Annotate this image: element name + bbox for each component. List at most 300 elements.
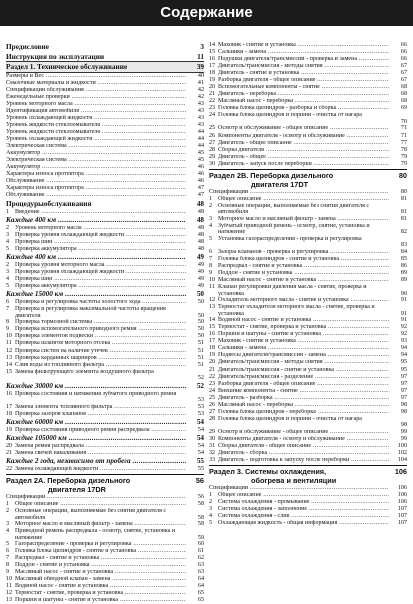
toc-entry-page: 86 xyxy=(391,263,407,270)
toc-entry-page: 79 xyxy=(391,161,407,168)
toc-entry-number: 31 xyxy=(209,442,216,449)
toc-entry-page: 47 xyxy=(188,185,204,192)
toc-entry[interactable] xyxy=(6,369,204,382)
toc-entry-number: 1 xyxy=(209,195,213,202)
toc-entry-number: 17 xyxy=(209,338,216,345)
toc-entry-number: 27 xyxy=(209,139,216,146)
toc-entry-number: 12 xyxy=(6,590,13,597)
toc-entry[interactable] xyxy=(209,112,407,125)
toc-entry[interactable] xyxy=(6,157,204,164)
toc-entry-number: 19 xyxy=(209,352,216,359)
toc-entry-page: 107 xyxy=(391,513,407,520)
toc-entry[interactable] xyxy=(209,492,407,499)
toc-entry[interactable] xyxy=(6,427,204,434)
toc-entry[interactable] xyxy=(209,304,407,317)
toc-entry-page: 54 xyxy=(188,427,204,434)
toc-entry[interactable] xyxy=(209,161,407,168)
toc-entry-title: Головка блока цилиндров - разборка и сборка ..... xyxy=(218,105,389,112)
toc-entry-title: Водяной насос - снятие и установка ..... xyxy=(218,317,389,324)
toc-entry-page: 49 xyxy=(188,262,204,269)
toc-entry[interactable] xyxy=(209,216,407,223)
toc-entry-page: 63 xyxy=(188,562,204,569)
toc-entry[interactable] xyxy=(6,178,204,185)
toc-entry[interactable] xyxy=(6,521,204,528)
toc-entry-number: 1 xyxy=(209,492,213,499)
toc-entry-page: 68 xyxy=(391,98,407,105)
toc-entry-page: 84 xyxy=(391,249,407,256)
toc-entry[interactable] xyxy=(6,143,204,150)
toc-entry[interactable] xyxy=(209,297,407,304)
toc-entry[interactable] xyxy=(209,98,407,105)
toc-entry-page: 81 xyxy=(391,216,407,223)
toc-entry-number: 30 xyxy=(209,435,216,442)
toc-entry[interactable] xyxy=(6,192,204,199)
toc-entry-title: Основные операции, выполняемые без снятия двигателя с автомобиля xyxy=(218,202,370,216)
toc-entry-title: Сальники - замена ..... xyxy=(218,345,389,352)
toc-entry-title: Термостат - снятие, проверка и установка ..... xyxy=(218,324,389,331)
toc-entry[interactable] xyxy=(6,541,204,548)
toc-entry-title: Проверка систем на наличие утечек ..... xyxy=(15,348,186,355)
toc-entry[interactable] xyxy=(209,196,407,203)
toc-entry[interactable] xyxy=(6,548,204,555)
toc-entry-title: Сальники - замена ..... xyxy=(218,49,389,56)
toc-entry-page: 55 xyxy=(188,466,204,473)
toc-entry-title: Предисловие xyxy=(6,42,49,51)
toc-entry[interactable] xyxy=(209,317,407,324)
toc-entry[interactable] xyxy=(6,239,204,246)
toc-entry-page: 107 xyxy=(391,520,407,527)
toc-entry[interactable] xyxy=(209,270,407,277)
toc-entry-page: 51 xyxy=(188,362,204,369)
toc-entry[interactable] xyxy=(209,42,407,49)
toc-entry-number: 5 xyxy=(209,235,213,242)
toc-entry-page: 53 xyxy=(188,397,204,404)
toc-entry[interactable] xyxy=(6,583,204,590)
toc-entry[interactable] xyxy=(6,42,204,52)
toc-entry-title: Уровень охлаждающей жидкости ..... xyxy=(6,136,186,143)
toc-entry[interactable] xyxy=(209,263,407,270)
toc-entry[interactable] xyxy=(209,520,407,527)
toc-entry[interactable] xyxy=(6,355,204,362)
toc-entry-title: Система охлаждения - слив ..... xyxy=(218,513,389,520)
toc-entry-number: 3 xyxy=(209,506,213,513)
toc-entry[interactable] xyxy=(209,249,407,256)
toc-entry[interactable] xyxy=(209,359,407,366)
toc-entry-page: 50 xyxy=(188,313,204,320)
toc-entry-number: 10 xyxy=(6,333,13,340)
toc-entry[interactable] xyxy=(6,80,204,87)
toc-entry-number: 11 xyxy=(6,340,12,347)
toc-entry-number: 16 xyxy=(6,390,13,397)
toc-entry[interactable] xyxy=(6,391,204,404)
toc-entry[interactable] xyxy=(6,108,204,115)
toc-entry[interactable] xyxy=(209,338,407,345)
toc-entry[interactable] xyxy=(209,154,407,161)
toc-entry[interactable] xyxy=(209,388,407,395)
toc-entry[interactable] xyxy=(6,209,204,216)
toc-entry[interactable] xyxy=(6,382,204,391)
toc-entry[interactable] xyxy=(6,246,204,253)
toc-entry[interactable] xyxy=(209,77,407,84)
toc-entry[interactable] xyxy=(6,443,204,450)
toc-entry-title: Осмотр и обслуживание - общее описание ..... xyxy=(218,429,389,436)
toc-entry[interactable] xyxy=(209,485,407,492)
toc-entry[interactable] xyxy=(6,136,204,143)
toc-entry-page: 82 xyxy=(391,229,407,236)
toc-entry-title: Головка блока цилиндров и поршни - очистка от нагара xyxy=(218,112,363,119)
toc-entry-number: 20 xyxy=(209,359,216,366)
toc-entry-number: 14 xyxy=(6,361,13,368)
toc-entry-title: Проверка уровня охлаждающей жидкости ..... xyxy=(15,269,186,276)
toc-entry-title: Моторное масло и масляный фильтр - замена ..... xyxy=(15,521,186,528)
toc-entry[interactable] xyxy=(6,269,204,276)
toc-entry[interactable] xyxy=(209,133,407,140)
toc-entry[interactable] xyxy=(209,277,407,284)
toc-entry-page: 68 xyxy=(391,84,407,91)
toc-entry[interactable] xyxy=(6,290,204,299)
toc-entry[interactable] xyxy=(6,61,204,73)
toc-entry[interactable] xyxy=(209,56,407,63)
toc-entry[interactable] xyxy=(6,52,204,62)
toc-entry-page: 94 xyxy=(391,345,407,352)
toc-entry[interactable] xyxy=(6,216,204,225)
toc-entry-number: 15 xyxy=(6,368,13,375)
toc-entry[interactable] xyxy=(209,140,407,147)
toc-entry-number: 4 xyxy=(209,222,213,229)
toc-entry-page: 52 xyxy=(188,375,204,382)
toc-entry-title: Каждые 60000 км ..... xyxy=(6,418,186,427)
toc-entry[interactable] xyxy=(6,404,204,411)
toc-entry-page: 54 xyxy=(188,434,204,443)
toc-entry-title: Обслуживание ..... xyxy=(6,178,186,185)
toc-entry[interactable] xyxy=(6,299,204,306)
toc-entry-page: 97 xyxy=(391,388,407,395)
toc-entry[interactable] xyxy=(209,63,407,70)
toc-entry[interactable] xyxy=(6,73,204,80)
toc-entry-number: 22 xyxy=(209,98,216,105)
toc-entry-page: 65 xyxy=(188,597,204,604)
toc-entry[interactable] xyxy=(209,345,407,352)
toc-entry-page: 67 xyxy=(391,63,407,70)
toc-entry-page: 55 xyxy=(188,457,204,466)
toc-entry[interactable] xyxy=(6,340,204,347)
toc-entry-number: 26 xyxy=(209,401,216,408)
toc-entry-number: 28 xyxy=(209,415,216,422)
toc-entry-page: 81 xyxy=(391,196,407,203)
toc-entry-title: Проверка и регулировка частоты холостого хода ..... xyxy=(15,299,186,306)
toc-entry-title: Характеры износа протектора ..... xyxy=(6,171,186,178)
toc-entry-number: 10 xyxy=(209,277,216,284)
toc-entry-page: 58 xyxy=(188,521,204,528)
toc-list-left xyxy=(6,42,204,473)
toc-entry-title: Сборка двигателя - общее описание ..... xyxy=(218,443,389,450)
toc-entry-page: 97 xyxy=(391,381,407,388)
toc-entry-title: Проверка шин ..... xyxy=(15,239,186,246)
toc-entry[interactable] xyxy=(6,306,204,319)
toc-entry[interactable] xyxy=(6,129,204,136)
toc-entry-page: 41 xyxy=(188,80,204,87)
toc-entry[interactable] xyxy=(209,374,407,381)
toc-entry-number: 3 xyxy=(6,521,10,528)
toc-entry[interactable] xyxy=(6,225,204,232)
toc-entry-number: 25 xyxy=(209,125,216,132)
toc-entry[interactable] xyxy=(209,367,407,374)
toc-entry[interactable] xyxy=(6,457,204,466)
toc-entry[interactable] xyxy=(6,326,204,333)
toc-entry-title: Термостат охладителя моторного масла - снятие, проверка и установка xyxy=(218,304,375,317)
toc-entry-page: 53 xyxy=(188,404,204,411)
toc-entry[interactable] xyxy=(6,348,204,355)
toc-entry-page: 50 xyxy=(188,290,204,299)
toc-entry-number: 7 xyxy=(6,306,10,313)
toc-entry[interactable] xyxy=(209,436,407,443)
toc-entry-page: 89 xyxy=(391,277,407,284)
toc-entry-title: Масляный насос - переборка ..... xyxy=(218,98,389,105)
toc-entry[interactable] xyxy=(6,185,204,192)
toc-entry[interactable] xyxy=(6,569,204,576)
toc-entry-page: 43 xyxy=(188,101,204,108)
toc-entry-title: Масляный насос - снятие и установка ..... xyxy=(218,277,389,284)
toc-entry-page: 68 xyxy=(391,91,407,98)
toc-entry[interactable] xyxy=(6,597,204,604)
toc-entry-page: 43 xyxy=(188,108,204,115)
toc-entry[interactable] xyxy=(6,411,204,418)
toc-entry[interactable] xyxy=(209,236,407,249)
toc-entry-number: 24 xyxy=(209,112,216,119)
toc-entry-title: Проверка вспомогательного приводного ремня ..... xyxy=(15,326,186,333)
toc-entry-page: 97 xyxy=(391,374,407,381)
toc-entry-number: 5 xyxy=(6,246,10,253)
toc-entry[interactable] xyxy=(209,416,407,429)
toc-entry-number: 27 xyxy=(209,408,216,415)
toc-entry-title: Двигатель - подготовка к запуску после переборки ..... xyxy=(218,457,389,464)
toc-entry[interactable] xyxy=(6,122,204,129)
toc-entry-title: Общее описание ..... xyxy=(218,196,389,203)
toc-entry-number: 25 xyxy=(209,394,216,401)
toc-entry-page: 89 xyxy=(391,270,407,277)
toc-entry-title: Каждые 2 года, независимо от пробега ..... xyxy=(6,457,186,466)
toc-entry[interactable] xyxy=(209,381,407,388)
toc-entry-number: 2 xyxy=(6,224,10,231)
toc-entry-page: 95 xyxy=(391,359,407,366)
toc-entry[interactable] xyxy=(209,284,407,297)
toc-entry-page: 58 xyxy=(188,501,204,508)
toc-entry[interactable] xyxy=(6,115,204,122)
toc-entry[interactable] xyxy=(6,501,204,508)
toc-entry[interactable] xyxy=(6,232,204,239)
toc-entry-title: Каждые 15000 км ..... xyxy=(6,290,186,299)
toc-entry-number: 2 xyxy=(209,499,213,506)
toc-entry-page: 56 xyxy=(188,494,204,501)
toc-entry[interactable] xyxy=(6,171,204,178)
toc-entry[interactable] xyxy=(6,199,204,209)
toc-entry[interactable] xyxy=(209,256,407,263)
section-title-line2: двигателя 17DT xyxy=(251,179,309,189)
toc-entry-page: 91 xyxy=(391,311,407,318)
toc-entry[interactable] xyxy=(6,94,204,101)
toc-entry-title: Слив воды из топливного фильтра ..... xyxy=(15,362,186,369)
toc-entry-title: Размеры и Вес ..... xyxy=(6,73,186,80)
toc-entry-page: 50 xyxy=(188,333,204,340)
toc-entry[interactable] xyxy=(6,528,204,541)
toc-entry-title: Двигатель/трансмиссия - методы снятия ..... xyxy=(218,63,389,70)
toc-entry-page: 97 xyxy=(391,395,407,402)
toc-entry-page: 99 xyxy=(391,436,407,443)
toc-entry-title: Газораспределение - проверка и регулировка ..... xyxy=(15,541,186,548)
toc-entry-page: 48 xyxy=(188,216,204,225)
toc-entry-page: 39 xyxy=(188,62,204,72)
toc-entry-page: 48 xyxy=(188,246,204,253)
toc-column-right xyxy=(209,42,407,562)
toc-entry[interactable] xyxy=(209,506,407,513)
toc-entry-page: 98 xyxy=(391,422,407,429)
toc-entry-title: Двигатель/трансмиссия - методы снятия ..... xyxy=(218,359,389,366)
toc-entry-title: Двигатель - общее ..... xyxy=(218,154,389,161)
toc-entry-number: 6 xyxy=(209,248,213,255)
toc-entry[interactable] xyxy=(209,49,407,56)
toc-entry-page: 45 xyxy=(188,150,204,157)
toc-entry[interactable] xyxy=(209,450,407,457)
toc-entry[interactable] xyxy=(6,418,204,427)
toc-entry-title: Моторное масло и масляный фильтр - замена ..... xyxy=(218,216,389,223)
toc-entry[interactable] xyxy=(209,402,407,409)
toc-entry[interactable] xyxy=(6,362,204,369)
toc-entry[interactable] xyxy=(6,262,204,269)
toc-entry-number: 18 xyxy=(209,345,216,352)
toc-entry-title: Клапан регулировки давления масла - снятие, проверка и установка xyxy=(218,284,367,297)
toc-entry-number: 22 xyxy=(209,373,216,380)
toc-entry[interactable] xyxy=(6,164,204,171)
toc-entry-title: Проверка аккумулятора ..... xyxy=(15,246,186,253)
section-heading-2a xyxy=(6,474,204,494)
toc-entry-title: Проверка состояния и натяжения зубчатого приводного ремня xyxy=(15,390,177,397)
toc-entry-number: 19 xyxy=(209,77,216,84)
toc-entry-page: 46 xyxy=(188,164,204,171)
toc-entry-page: 98 xyxy=(391,409,407,416)
toc-entry-title: Аккумулятор ..... xyxy=(6,164,186,171)
toc-entry[interactable] xyxy=(6,283,204,290)
toc-list-2a xyxy=(6,494,204,604)
toc-entry-title: Масляный насос - переборка ..... xyxy=(218,402,389,409)
toc-entry-number: 13 xyxy=(6,354,13,361)
toc-entry-number: 32 xyxy=(209,449,216,456)
toc-entry-page: 45 xyxy=(188,157,204,164)
toc-entry[interactable] xyxy=(209,147,407,154)
toc-entry-page: 106 xyxy=(391,492,407,499)
toc-entry-title: Поддон - снятие и установка ..... xyxy=(218,270,389,277)
toc-entry-number: 8 xyxy=(6,562,10,569)
toc-entry[interactable] xyxy=(209,91,407,98)
toc-entry[interactable] xyxy=(209,70,407,77)
toc-entry-page: 92 xyxy=(391,324,407,331)
toc-entry[interactable] xyxy=(209,443,407,450)
toc-entry[interactable] xyxy=(6,276,204,283)
toc-entry[interactable] xyxy=(209,429,407,436)
toc-entry-page: 69 xyxy=(391,105,407,112)
toc-entry-page: 66 xyxy=(391,56,407,63)
toc-entry[interactable] xyxy=(6,87,204,94)
toc-entry-page: 91 xyxy=(391,297,407,304)
toc-entry[interactable] xyxy=(6,333,204,340)
toc-entry-title: Внешние компоненты - снятие ..... xyxy=(218,388,389,395)
toc-entry-number: 14 xyxy=(209,42,216,48)
section-page: 106 xyxy=(394,467,407,477)
toc-entry-number: 12 xyxy=(6,347,13,354)
toc-entry-title: Маховик - снятие и установка ..... xyxy=(218,338,389,345)
toc-entry-title: Замена фильтрующего элемента воздушного фильтра xyxy=(15,368,154,375)
toc-entry[interactable] xyxy=(6,150,204,157)
toc-entry[interactable] xyxy=(209,125,407,132)
toc-entry-page: 98 xyxy=(391,402,407,409)
toc-entry-page: 85 xyxy=(391,256,407,263)
toc-entry-number: 5 xyxy=(209,520,213,527)
toc-entry-title: Проверка уровня охлаждающей жидкости ..... xyxy=(15,232,186,239)
toc-entry-page: 51 xyxy=(188,355,204,362)
toc-entry-page: 80 xyxy=(391,189,407,196)
toc-entry-number: 1 xyxy=(6,500,10,507)
toc-entry[interactable] xyxy=(6,450,204,457)
toc-entry[interactable] xyxy=(6,555,204,562)
toc-entry[interactable] xyxy=(209,105,407,112)
toc-entry-title: Двигатель/трансмиссия - снятие и установка ..... xyxy=(218,367,389,374)
toc-entry[interactable] xyxy=(209,513,407,520)
toc-entry[interactable] xyxy=(209,457,407,464)
toc-entry-page: 46 xyxy=(188,178,204,185)
toc-entry-title: Водяной насос - снятие и установка ..... xyxy=(15,583,186,590)
toc-entry-title: Обслуживание ..... xyxy=(6,192,186,199)
section-title-line1: Раздел 2В. Переборка дизельного xyxy=(209,170,334,180)
toc-entry-title: Система охлаждения - заполнение ..... xyxy=(218,506,389,513)
toc-entry[interactable] xyxy=(6,576,204,583)
toc-entry-page: 60 xyxy=(188,541,204,548)
toc-entry-title: Каждые 30000 км ..... xyxy=(6,382,186,391)
toc-entry-title: Каждые 105000 км ..... xyxy=(6,434,186,443)
toc-entry-page: 46 xyxy=(188,171,204,178)
toc-entry[interactable] xyxy=(209,324,407,331)
toc-entry[interactable] xyxy=(209,84,407,91)
toc-entry[interactable] xyxy=(6,508,204,521)
toc-entry-page: 49 xyxy=(188,283,204,290)
toc-entry-number: 5 xyxy=(6,541,10,548)
toc-entry-number: 2 xyxy=(6,508,10,515)
toc-entry[interactable] xyxy=(6,562,204,569)
toc-entry[interactable] xyxy=(209,499,407,506)
toc-entry[interactable] xyxy=(209,331,407,338)
toc-entry-page: 78 xyxy=(391,147,407,154)
toc-entry[interactable] xyxy=(209,189,407,196)
toc-entry[interactable] xyxy=(6,434,204,443)
toc-entry[interactable] xyxy=(209,352,407,359)
toc-entry-number: 10 xyxy=(6,576,13,583)
toc-entry[interactable] xyxy=(6,494,204,501)
toc-entry[interactable] xyxy=(6,590,204,597)
toc-entry-number: 24 xyxy=(209,387,216,394)
toc-entry[interactable] xyxy=(6,319,204,326)
toc-entry[interactable] xyxy=(209,409,407,416)
toc-entry[interactable] xyxy=(6,253,204,262)
toc-entry[interactable] xyxy=(6,101,204,108)
toc-entry-page: 50 xyxy=(188,326,204,333)
toc-entry[interactable] xyxy=(209,223,407,236)
toc-entry-number: 2 xyxy=(6,262,10,269)
toc-entry[interactable] xyxy=(6,466,204,473)
toc-entry-title: Приводной ремень распредвала - осмотр, снятие, установка и натяжение xyxy=(15,528,176,541)
toc-entry[interactable] xyxy=(209,203,407,216)
section-title-line1: Раздел 3. Системы охлаждения, xyxy=(209,467,327,477)
toc-entry-title: Уровень жидкости стеклоомывателя ..... xyxy=(6,122,186,129)
toc-entry-title: Проверка аккумулятора ..... xyxy=(15,283,186,290)
toc-entry[interactable] xyxy=(209,395,407,402)
